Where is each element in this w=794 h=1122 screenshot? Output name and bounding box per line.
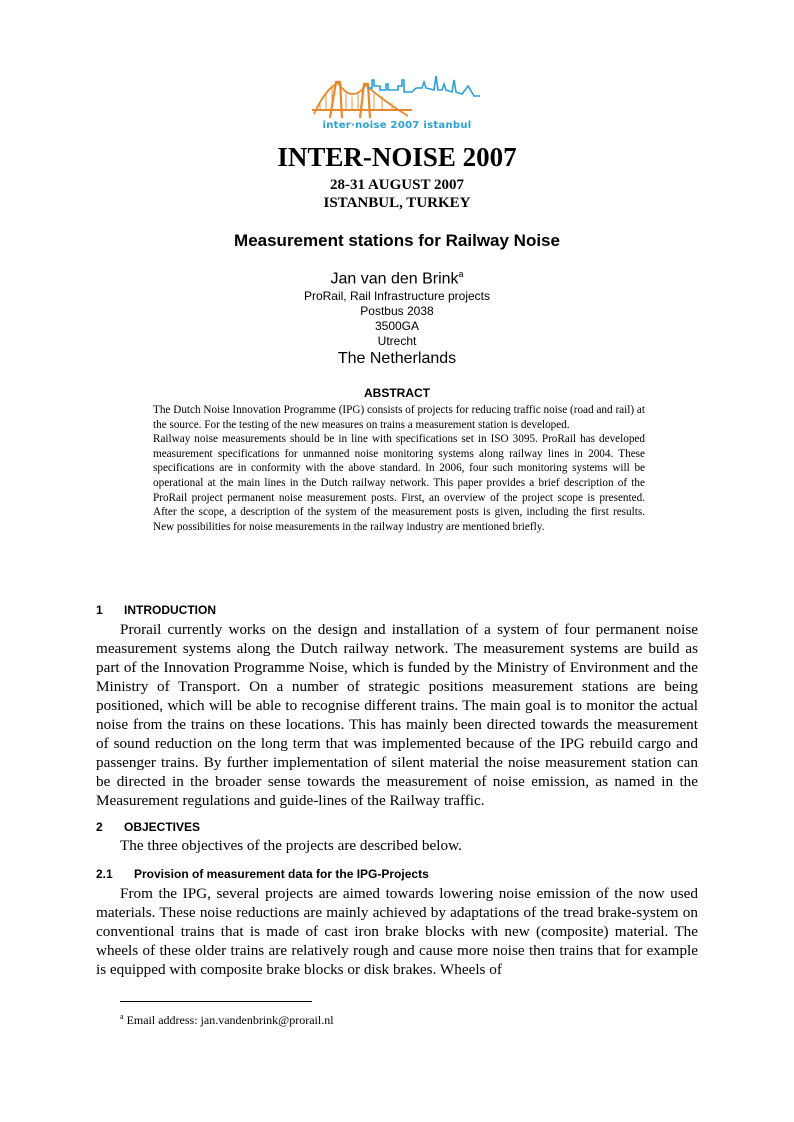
section-2-body [96,836,698,855]
section-2-title: OBJECTIVES [124,820,201,834]
author-name: Jan van den Brink [330,270,459,288]
section-2-heading [96,820,200,834]
affiliation-postcode: 3500GA [374,319,420,333]
section-2-number: 2 [96,820,103,834]
abstract-paragraph-1: The Dutch Noise Innovation Programme (IPG) consists of projects for reducing traffic noise (road and rail) at the source. For the testing of the new measures on trains a measurement station is developed. [153,404,645,431]
section-1-heading [96,603,216,617]
section-2-1-title: Provision of measurement data for the IPG-Projects [134,867,429,881]
section-2-1-heading [96,867,429,881]
section-2-paragraph: The three objectives of the projects are described below. [120,837,462,854]
conference-location: ISTANBUL, TURKEY [323,195,471,211]
section-2-1-paragraph: From the IPG, several projects are aimed towards lowering noise emission of the now used materials. These noise reductions are mainly achieved by adaptations of the tread brake-system on conventional trains that is made of cast iron brake blocks with new (composite) material. The wheels of these older trains are relatively rough and cause more noise then trains that for example is equipped with composite brake blocks or disk brakes. Wheels of [96,885,698,978]
abstract-body [153,403,645,534]
section-1-paragraph: Prorail currently works on the design and installation of a system of four permanent noise measurement systems along the Dutch railway network. The measurement systems are build as part of the Innovation Programme Noise, which is funded by the Ministry of Environment and the Ministry of Transport. On a number of strategic positions measurement stations are being positioned, which will be able to recognise different trains. The main goal is to monitor the actual noise from the trains on these locations. This has mainly been directed towards the measurement of sound reduction on the long term that was implemented because of the IPG rebuild cargo and passenger trains. By further implementation of silent material the noise measurement station can be directed in the broader sense towards the measurement of noise emission, as named in the Measurement regulations and guide-lines of the Railway traffic. [96,621,698,809]
section-1-title: INTRODUCTION [124,603,216,617]
author-line [0,269,794,288]
author-footnote-mark: a [458,269,464,279]
logo-wordmark: inter·noise 2007 istanbul [322,120,472,131]
conference-dates: 28-31 AUGUST 2007 [330,177,464,193]
abstract-paragraph-2: Railway noise measurements should be in line with specifications set in ISO 3095. ProRail has developed measurement specifications for unmanned noise monitoring systems along railway lines in 2004. These specifications are in conformity with the above standard. In 2006, four such monitoring systems will be operational at the main lines in the Dutch railway network. This paper provides a brief description of the ProRail project permanent noise measurement posts. First, an overview of the project scope is presented. After the scope, a description of the system of the measurement posts is given, including the first results. New possibilities for noise measurements in the railway industry are mentioned briefly. [153,433,645,533]
section-1-body [96,620,698,810]
footnote-mark: a [120,1012,124,1021]
affiliation-city: Utrecht [377,334,417,348]
section-2-1-body [96,884,698,979]
paper-title: Measurement stations for Railway Noise [234,231,560,250]
affiliation-postbus: Postbus 2038 [360,304,434,318]
conference-title: INTER-NOISE 2007 [277,142,517,172]
footnote-text: Email address: jan.vandenbrink@prorail.nl [126,1013,334,1027]
affiliation-country: The Netherlands [337,350,457,367]
section-1-number: 1 [96,603,103,617]
footnote [120,1012,334,1028]
affiliation-org: ProRail, Rail Infrastructure projects [303,289,491,303]
abstract-heading: ABSTRACT [364,386,430,400]
section-2-1-number: 2.1 [96,867,113,881]
footnote-separator [120,1001,312,1002]
